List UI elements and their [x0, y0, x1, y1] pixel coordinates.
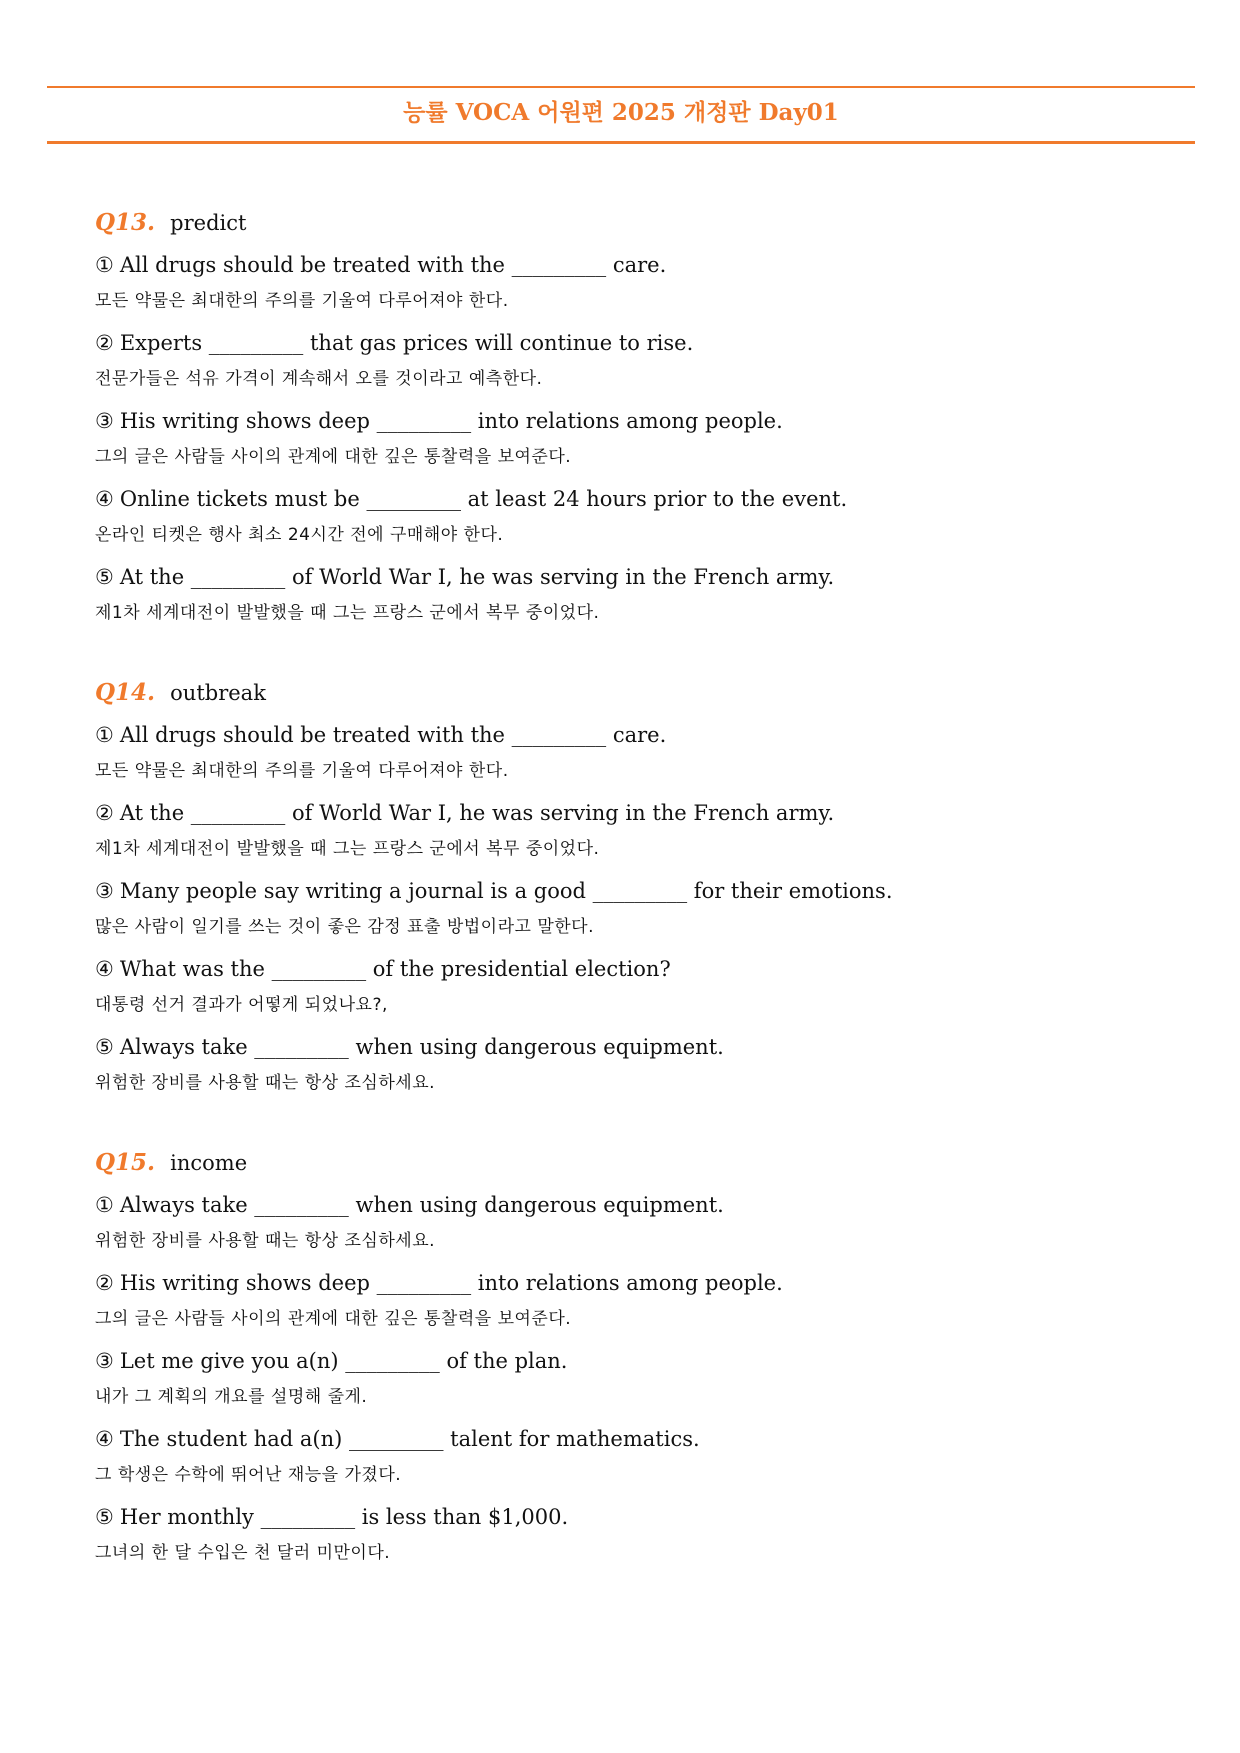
english-sentence	[95, 403, 1175, 439]
question-list	[95, 205, 1175, 1577]
page-header	[47, 86, 1195, 144]
question-item	[95, 1421, 1175, 1493]
question-item	[95, 873, 1175, 945]
question-block-q14	[95, 675, 1175, 1101]
korean-translation: 모든 약물은 최대한의 주의를 기울여 다루어져야 한다.	[95, 291, 509, 311]
english-sentence	[95, 1029, 1175, 1065]
korean-translation: 제1차 세계대전이 발발했을 때 그는 프랑스 군에서 복무 중이었다.	[95, 603, 600, 623]
english-sentence	[95, 795, 1175, 831]
sentence-text: His writing shows deep _________ into relations among people.	[119, 1271, 783, 1295]
sentence-text: What was the _________ of the presidential election?	[119, 957, 671, 981]
item-number: ②	[95, 801, 114, 825]
sentence-text: All drugs should be treated with the _________ care.	[119, 723, 667, 747]
item-number: ①	[95, 723, 114, 747]
question-item	[95, 559, 1175, 631]
sentence-text: Online tickets must be _________ at least 24 hours prior to the event.	[119, 487, 848, 511]
korean-translation: 위험한 장비를 사용할 때는 항상 조심하세요.	[95, 1073, 436, 1093]
question-word: income	[170, 1151, 248, 1175]
item-number: ⑤	[95, 1035, 114, 1059]
korean-translation: 그 학생은 수학에 뛰어난 재능을 가졌다.	[95, 1465, 402, 1485]
question-item	[95, 795, 1175, 867]
item-number: ⑤	[95, 565, 114, 589]
english-sentence	[95, 1421, 1175, 1457]
english-sentence	[95, 873, 1175, 909]
sentence-text: Many people say writing a journal is a good _________ for their emotions.	[119, 879, 893, 903]
english-sentence	[95, 1187, 1175, 1223]
korean-translation: 온라인 티켓은 행사 최소 24시간 전에 구매해야 한다.	[95, 525, 504, 545]
korean-translation: 전문가들은 석유 가격이 계속해서 오를 것이라고 예측한다.	[95, 369, 543, 389]
question-number: Q14.	[95, 679, 156, 706]
sentence-text: Let me give you a(n) _________ of the plan.	[119, 1349, 568, 1373]
korean-translation: 내가 그 계획의 개요를 설명해 줄게.	[95, 1387, 368, 1407]
question-item	[95, 403, 1175, 475]
sentence-text: Always take _________ when using dangerous equipment.	[119, 1035, 724, 1059]
korean-translation: 그녀의 한 달 수입은 천 달러 미만이다.	[95, 1543, 391, 1563]
item-number: ③	[95, 879, 114, 903]
english-sentence	[95, 481, 1175, 517]
sentence-text: At the _________ of World War I, he was serving in the French army.	[119, 801, 835, 825]
item-number: ②	[95, 331, 114, 355]
sentence-text: All drugs should be treated with the _________ care.	[119, 253, 667, 277]
item-number: ①	[95, 253, 114, 277]
item-number: ④	[95, 487, 114, 511]
question-word: outbreak	[170, 681, 266, 705]
question-item	[95, 481, 1175, 553]
item-number: ③	[95, 1349, 114, 1373]
item-number: ④	[95, 957, 114, 981]
sentence-text: At the _________ of World War I, he was serving in the French army.	[119, 565, 835, 589]
english-sentence	[95, 247, 1175, 283]
sentence-text: The student had a(n) _________ talent for mathematics.	[119, 1427, 700, 1451]
question-item	[95, 1265, 1175, 1337]
item-number: ②	[95, 1271, 114, 1295]
question-number: Q13.	[95, 209, 156, 236]
sentence-text: His writing shows deep _________ into relations among people.	[119, 409, 783, 433]
korean-translation: 제1차 세계대전이 발발했을 때 그는 프랑스 군에서 복무 중이었다.	[95, 839, 600, 859]
question-block-q15	[95, 1145, 1175, 1571]
english-sentence	[95, 717, 1175, 753]
question-item	[95, 1343, 1175, 1415]
item-number: ①	[95, 1193, 114, 1217]
english-sentence	[95, 325, 1175, 361]
question-word: predict	[170, 211, 247, 235]
sentence-text: Her monthly _________ is less than $1,000.	[119, 1505, 569, 1529]
korean-translation: 위험한 장비를 사용할 때는 항상 조심하세요.	[95, 1231, 436, 1251]
question-block-q13	[95, 205, 1175, 631]
korean-translation: 대통령 선거 결과가 어떻게 되었나요?,	[95, 995, 388, 1015]
question-item	[95, 1029, 1175, 1101]
english-sentence	[95, 1265, 1175, 1301]
korean-translation: 모든 약물은 최대한의 주의를 기울여 다루어져야 한다.	[95, 761, 509, 781]
page-title: 능률 VOCA 어원편 2025 개정판 Day01	[403, 99, 839, 126]
question-item	[95, 1187, 1175, 1259]
question-header	[95, 205, 1175, 241]
question-item	[95, 1499, 1175, 1571]
item-number: ④	[95, 1427, 114, 1451]
question-item	[95, 717, 1175, 789]
english-sentence	[95, 559, 1175, 595]
question-number: Q15.	[95, 1149, 156, 1176]
english-sentence	[95, 1499, 1175, 1535]
sentence-text: Experts _________ that gas prices will continue to rise.	[119, 331, 694, 355]
question-item	[95, 325, 1175, 397]
question-header	[95, 675, 1175, 711]
sentence-text: Always take _________ when using dangerous equipment.	[119, 1193, 724, 1217]
english-sentence	[95, 1343, 1175, 1379]
korean-translation: 그의 글은 사람들 사이의 관계에 대한 깊은 통찰력을 보여준다.	[95, 447, 572, 467]
question-item	[95, 951, 1175, 1023]
question-item	[95, 247, 1175, 319]
korean-translation: 그의 글은 사람들 사이의 관계에 대한 깊은 통찰력을 보여준다.	[95, 1309, 572, 1329]
item-number: ③	[95, 409, 114, 433]
english-sentence	[95, 951, 1175, 987]
question-header	[95, 1145, 1175, 1181]
korean-translation: 많은 사람이 일기를 쓰는 것이 좋은 감정 표출 방법이라고 말한다.	[95, 917, 595, 937]
item-number: ⑤	[95, 1505, 114, 1529]
